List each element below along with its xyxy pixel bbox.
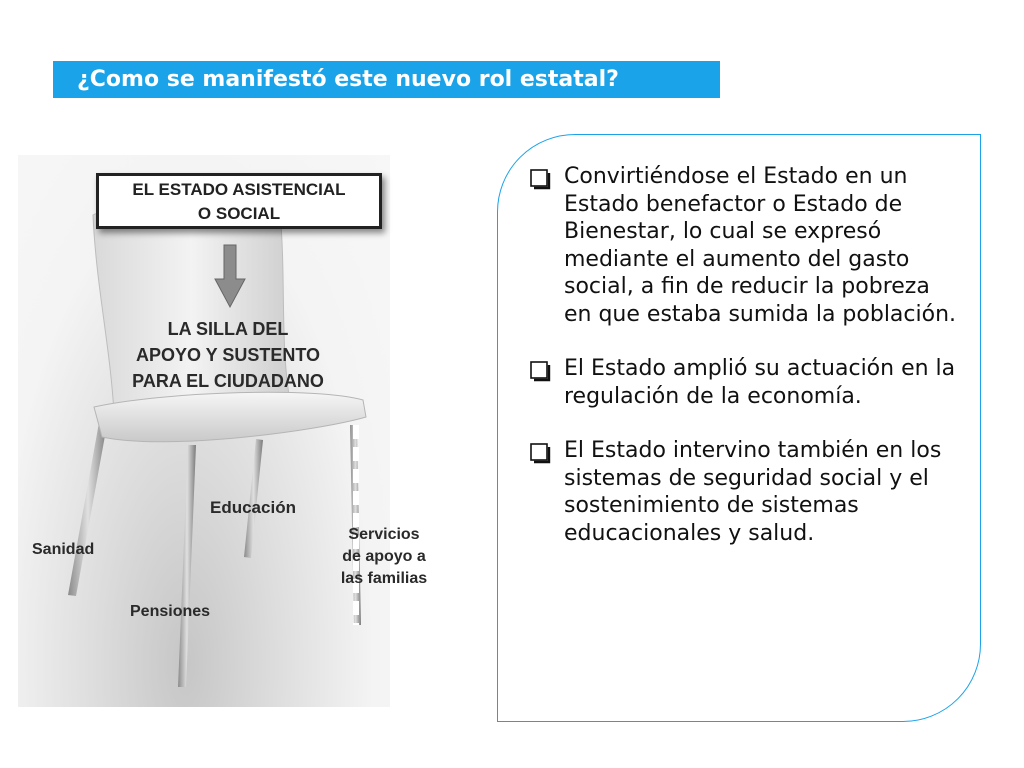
bullet-item <box>530 355 960 410</box>
slide-title: ¿Como se manifestó este nuevo rol estatal? <box>53 61 720 98</box>
chair-leg-front-right <box>178 445 196 687</box>
checkbox-square-icon <box>530 437 564 547</box>
bullet-list <box>530 163 960 574</box>
bullet-item <box>530 437 960 547</box>
seat-label: LA SILLA DEL APOYO Y SUSTENTO PARA EL CIUDADANO <box>132 319 324 391</box>
leg-label-pensiones: Pensiones <box>130 603 211 620</box>
bullet-text: El Estado amplió su actuación en la regulación de la economía. <box>564 356 956 409</box>
bullet-item <box>530 163 960 328</box>
chair-drawing <box>18 155 390 707</box>
bullet-text: Convirtiéndose el Estado en un Estado benefactor o Estado de Bienestar, lo cual se expresó mediante el aumento del gasto social, a fin de reducir la pobreza en que estaba sumida la población. <box>564 164 957 327</box>
checkbox-square-icon <box>530 355 564 410</box>
leg-label-sanidad: Sanidad <box>32 541 95 558</box>
leg-label-servicios: Servicios de apoyo a las familias <box>340 526 428 587</box>
chair-illustration <box>18 155 428 707</box>
leg-label-educacion: Educación <box>210 498 296 517</box>
chair-seat <box>94 392 366 442</box>
bullet-text: El Estado intervino también en los sistemas de seguridad social y el sostenimiento de sistemas educacionales y salud. <box>564 438 942 546</box>
checkbox-square-icon <box>530 163 564 328</box>
asistencial-label-box: EL ESTADO ASISTENCIAL O SOCIAL <box>96 173 382 229</box>
chair-leg-front-left <box>68 417 108 596</box>
